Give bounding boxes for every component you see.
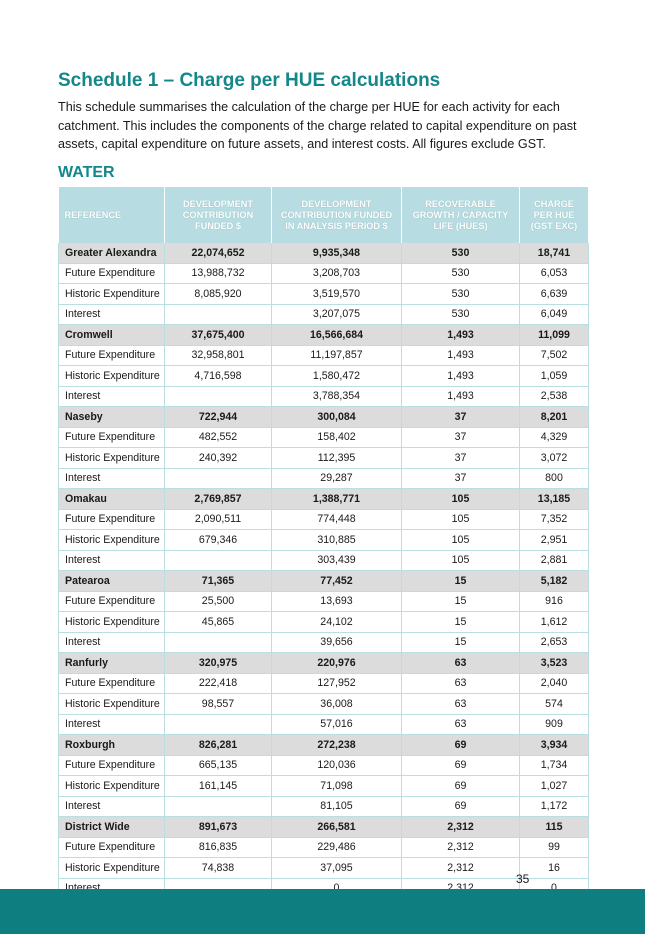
table-row: [59, 796, 589, 817]
cell-charge-per-hue: 2,881: [520, 550, 589, 571]
cell-recoverable-growth: 530: [402, 304, 520, 325]
cell-dc-funded: 665,135: [165, 755, 272, 776]
cell-recoverable-growth: 69: [402, 776, 520, 797]
cell-charge-per-hue: 1,172: [520, 796, 589, 817]
cell-dc-funded: 240,392: [165, 448, 272, 469]
header-dc-funded: DEVELOPMENT CONTRIBUTION FUNDED $: [165, 187, 272, 243]
cell-dc-funded-analysis: 1,388,771: [272, 489, 402, 510]
table-group-row: [59, 325, 589, 346]
cell-reference: Future Expenditure: [59, 263, 165, 284]
cell-dc-funded-analysis: 3,788,354: [272, 386, 402, 407]
cell-charge-per-hue: 3,523: [520, 653, 589, 674]
cell-charge-per-hue: 99: [520, 837, 589, 858]
cell-recoverable-growth: 37: [402, 427, 520, 448]
cell-recoverable-growth: 63: [402, 694, 520, 715]
cell-recoverable-growth: 105: [402, 509, 520, 530]
cell-dc-funded: 679,346: [165, 530, 272, 551]
cell-dc-funded: 37,675,400: [165, 325, 272, 346]
table-row: [59, 530, 589, 551]
cell-charge-per-hue: 909: [520, 714, 589, 735]
cell-charge-per-hue: 1,612: [520, 612, 589, 633]
cell-charge-per-hue: 2,653: [520, 632, 589, 653]
cell-reference: Naseby: [59, 407, 165, 428]
cell-recoverable-growth: 1,493: [402, 386, 520, 407]
cell-recoverable-growth: 530: [402, 263, 520, 284]
cell-dc-funded: [165, 550, 272, 571]
cell-dc-funded-analysis: 9,935,348: [272, 243, 402, 263]
cell-recoverable-growth: 1,493: [402, 325, 520, 346]
cell-dc-funded: [165, 468, 272, 489]
cell-reference: Interest: [59, 304, 165, 325]
cell-dc-funded: 320,975: [165, 653, 272, 674]
cell-dc-funded-analysis: 3,208,703: [272, 263, 402, 284]
table-row: [59, 755, 589, 776]
cell-dc-funded-analysis: 120,036: [272, 755, 402, 776]
section-heading-water: WATER: [58, 164, 115, 181]
cell-reference: Roxburgh: [59, 735, 165, 756]
cell-charge-per-hue: 6,639: [520, 284, 589, 305]
cell-reference: Interest: [59, 468, 165, 489]
cell-dc-funded-analysis: 303,439: [272, 550, 402, 571]
cell-recoverable-growth: 530: [402, 243, 520, 263]
cell-reference: Ranfurly: [59, 653, 165, 674]
cell-recoverable-growth: 69: [402, 735, 520, 756]
footer-bar: [0, 889, 645, 934]
table-row: [59, 550, 589, 571]
cell-dc-funded-analysis: 220,976: [272, 653, 402, 674]
cell-charge-per-hue: 2,951: [520, 530, 589, 551]
cell-charge-per-hue: 18,741: [520, 243, 589, 263]
cell-recoverable-growth: 15: [402, 571, 520, 592]
cell-reference: Interest: [59, 386, 165, 407]
cell-reference: Future Expenditure: [59, 427, 165, 448]
cell-recoverable-growth: 105: [402, 530, 520, 551]
cell-dc-funded: 2,769,857: [165, 489, 272, 510]
table-row: [59, 858, 589, 879]
cell-dc-funded-analysis: 3,519,570: [272, 284, 402, 305]
cell-charge-per-hue: 16: [520, 858, 589, 879]
cell-charge-per-hue: 5,182: [520, 571, 589, 592]
cell-recoverable-growth: 37: [402, 468, 520, 489]
cell-charge-per-hue: 916: [520, 591, 589, 612]
cell-reference: Interest: [59, 632, 165, 653]
cell-dc-funded-analysis: 29,287: [272, 468, 402, 489]
cell-charge-per-hue: 574: [520, 694, 589, 715]
cell-recoverable-growth: 1,493: [402, 366, 520, 387]
cell-reference: Historic Expenditure: [59, 776, 165, 797]
cell-dc-funded: [165, 796, 272, 817]
cell-dc-funded-analysis: 300,084: [272, 407, 402, 428]
cell-reference: Historic Expenditure: [59, 448, 165, 469]
table-group-row: [59, 243, 589, 263]
cell-dc-funded: 22,074,652: [165, 243, 272, 263]
table-row: [59, 632, 589, 653]
cell-dc-funded: 74,838: [165, 858, 272, 879]
cell-dc-funded-analysis: 37,095: [272, 858, 402, 879]
cell-reference: Patearoa: [59, 571, 165, 592]
cell-recoverable-growth: 1,493: [402, 345, 520, 366]
cell-dc-funded-analysis: 266,581: [272, 817, 402, 838]
table-body: [59, 243, 589, 899]
cell-dc-funded-analysis: 71,098: [272, 776, 402, 797]
table-row: [59, 776, 589, 797]
table-group-row: [59, 817, 589, 838]
cell-dc-funded: 161,145: [165, 776, 272, 797]
cell-dc-funded-analysis: 127,952: [272, 673, 402, 694]
cell-reference: Cromwell: [59, 325, 165, 346]
cell-dc-funded: [165, 714, 272, 735]
cell-recoverable-growth: 530: [402, 284, 520, 305]
table-row: [59, 345, 589, 366]
cell-dc-funded-analysis: 77,452: [272, 571, 402, 592]
charge-per-hue-table: [58, 187, 589, 899]
cell-dc-funded: [165, 304, 272, 325]
cell-dc-funded-analysis: 16,566,684: [272, 325, 402, 346]
header-recoverable-growth: RECOVERABLE GROWTH / CAPACITY LIFE (HUES): [402, 187, 520, 243]
cell-dc-funded-analysis: 24,102: [272, 612, 402, 633]
cell-reference: Interest: [59, 796, 165, 817]
table-row: [59, 694, 589, 715]
cell-reference: Omakau: [59, 489, 165, 510]
table-group-row: [59, 735, 589, 756]
table-row: [59, 284, 589, 305]
cell-charge-per-hue: 4,329: [520, 427, 589, 448]
cell-recoverable-growth: 2,312: [402, 837, 520, 858]
cell-recoverable-growth: 63: [402, 673, 520, 694]
cell-dc-funded: 722,944: [165, 407, 272, 428]
cell-charge-per-hue: 1,059: [520, 366, 589, 387]
table-group-row: [59, 571, 589, 592]
cell-recoverable-growth: 15: [402, 591, 520, 612]
cell-charge-per-hue: 6,053: [520, 263, 589, 284]
cell-reference: Future Expenditure: [59, 837, 165, 858]
cell-dc-funded: 222,418: [165, 673, 272, 694]
cell-reference: Future Expenditure: [59, 591, 165, 612]
table-row: [59, 366, 589, 387]
cell-dc-funded-analysis: 1,580,472: [272, 366, 402, 387]
cell-dc-funded-analysis: 36,008: [272, 694, 402, 715]
table-row: [59, 304, 589, 325]
cell-reference: Greater Alexandra: [59, 243, 165, 263]
cell-dc-funded: 482,552: [165, 427, 272, 448]
cell-charge-per-hue: 8,201: [520, 407, 589, 428]
table-row: [59, 612, 589, 633]
cell-recoverable-growth: 37: [402, 407, 520, 428]
cell-dc-funded: [165, 632, 272, 653]
intro-paragraph: This schedule summarises the calculation of the charge per HUE for each activity for each catchment. This includes the components of the charge related to capital expenditure on past assets, capital expenditure on future assets, and interest costs. All figures exclude GST.: [58, 100, 577, 151]
cell-dc-funded-analysis: 39,656: [272, 632, 402, 653]
cell-charge-per-hue: 3,934: [520, 735, 589, 756]
table-row: [59, 509, 589, 530]
cell-reference: Interest: [59, 714, 165, 735]
table-row: [59, 673, 589, 694]
table-row: [59, 448, 589, 469]
table-row: [59, 837, 589, 858]
table-header-row: [59, 187, 589, 243]
cell-dc-funded-analysis: 81,105: [272, 796, 402, 817]
cell-charge-per-hue: 7,352: [520, 509, 589, 530]
cell-dc-funded: 45,865: [165, 612, 272, 633]
cell-charge-per-hue: 6,049: [520, 304, 589, 325]
cell-reference: Future Expenditure: [59, 509, 165, 530]
cell-dc-funded-analysis: 229,486: [272, 837, 402, 858]
cell-recoverable-growth: 15: [402, 632, 520, 653]
table-row: [59, 591, 589, 612]
cell-reference: District Wide: [59, 817, 165, 838]
cell-charge-per-hue: 7,502: [520, 345, 589, 366]
cell-charge-per-hue: 2,040: [520, 673, 589, 694]
cell-recoverable-growth: 2,312: [402, 858, 520, 879]
cell-dc-funded-analysis: 57,016: [272, 714, 402, 735]
cell-reference: Future Expenditure: [59, 345, 165, 366]
table-group-row: [59, 489, 589, 510]
cell-dc-funded: 891,673: [165, 817, 272, 838]
cell-charge-per-hue: 13,185: [520, 489, 589, 510]
cell-recoverable-growth: 15: [402, 612, 520, 633]
cell-recoverable-growth: 2,312: [402, 817, 520, 838]
cell-dc-funded: 8,085,920: [165, 284, 272, 305]
cell-reference: Future Expenditure: [59, 673, 165, 694]
cell-dc-funded: 32,958,801: [165, 345, 272, 366]
cell-reference: Historic Expenditure: [59, 612, 165, 633]
cell-dc-funded: 4,716,598: [165, 366, 272, 387]
cell-dc-funded-analysis: 112,395: [272, 448, 402, 469]
cell-reference: Historic Expenditure: [59, 284, 165, 305]
cell-dc-funded: 71,365: [165, 571, 272, 592]
cell-charge-per-hue: 3,072: [520, 448, 589, 469]
table-group-row: [59, 653, 589, 674]
cell-charge-per-hue: 11,099: [520, 325, 589, 346]
cell-charge-per-hue: 800: [520, 468, 589, 489]
cell-dc-funded: 13,988,732: [165, 263, 272, 284]
cell-charge-per-hue: 1,734: [520, 755, 589, 776]
cell-reference: Historic Expenditure: [59, 694, 165, 715]
cell-dc-funded-analysis: 310,885: [272, 530, 402, 551]
header-dc-funded-analysis-period: DEVELOPMENT CONTRIBUTION FUNDED IN ANALYSIS PERIOD $: [272, 187, 402, 243]
cell-recoverable-growth: 37: [402, 448, 520, 469]
table-row: [59, 427, 589, 448]
page-title: Schedule 1 – Charge per HUE calculations: [58, 70, 441, 91]
cell-dc-funded-analysis: 3,207,075: [272, 304, 402, 325]
cell-dc-funded: 98,557: [165, 694, 272, 715]
cell-dc-funded-analysis: 11,197,857: [272, 345, 402, 366]
cell-charge-per-hue: 2,538: [520, 386, 589, 407]
cell-reference: Historic Expenditure: [59, 366, 165, 387]
table-row: [59, 714, 589, 735]
cell-reference: Interest: [59, 550, 165, 571]
cell-reference: Future Expenditure: [59, 755, 165, 776]
cell-dc-funded: [165, 386, 272, 407]
cell-dc-funded: 826,281: [165, 735, 272, 756]
header-charge-per-hue: CHARGE PER HUE (GST EXC): [520, 187, 589, 243]
cell-recoverable-growth: 63: [402, 714, 520, 735]
cell-charge-per-hue: 1,027: [520, 776, 589, 797]
cell-reference: Historic Expenditure: [59, 530, 165, 551]
cell-recoverable-growth: 63: [402, 653, 520, 674]
cell-dc-funded: 2,090,511: [165, 509, 272, 530]
cell-recoverable-growth: 69: [402, 796, 520, 817]
cell-recoverable-growth: 69: [402, 755, 520, 776]
cell-dc-funded-analysis: 158,402: [272, 427, 402, 448]
cell-dc-funded: 816,835: [165, 837, 272, 858]
table-row: [59, 386, 589, 407]
header-reference: REFERENCE: [59, 187, 165, 243]
cell-charge-per-hue: 115: [520, 817, 589, 838]
page-number: 35: [516, 872, 530, 886]
cell-dc-funded-analysis: 13,693: [272, 591, 402, 612]
table-group-row: [59, 407, 589, 428]
cell-dc-funded-analysis: 272,238: [272, 735, 402, 756]
cell-reference: Historic Expenditure: [59, 858, 165, 879]
table-row: [59, 468, 589, 489]
cell-dc-funded-analysis: 774,448: [272, 509, 402, 530]
cell-recoverable-growth: 105: [402, 489, 520, 510]
table-row: [59, 263, 589, 284]
cell-recoverable-growth: 105: [402, 550, 520, 571]
cell-dc-funded: 25,500: [165, 591, 272, 612]
